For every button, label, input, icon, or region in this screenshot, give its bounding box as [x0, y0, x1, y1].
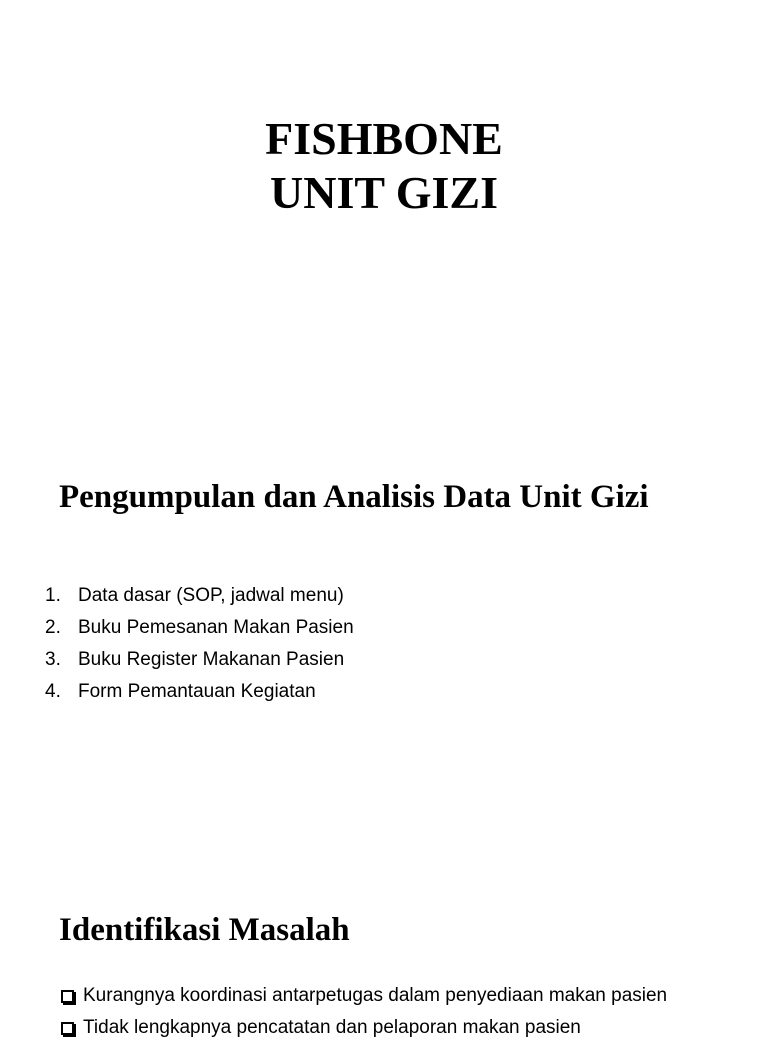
list-item-number: 4.	[45, 681, 61, 702]
title-line-2: UNIT GIZI	[270, 167, 498, 218]
title-line-1: FISHBONE	[265, 113, 503, 164]
checkbox-bullet-icon	[61, 990, 74, 1003]
data-source-list	[45, 580, 354, 708]
list-item-text: Form Pemantauan Kegiatan	[78, 681, 316, 702]
list-item-number: 2.	[45, 617, 61, 638]
list-item-number: 3.	[45, 649, 61, 670]
problem-list	[61, 980, 667, 1044]
list-item	[61, 1012, 667, 1044]
page-title	[0, 112, 768, 220]
list-item	[61, 980, 667, 1012]
list-item-text: Buku Register Makanan Pasien	[78, 649, 345, 670]
list-item	[45, 612, 354, 644]
list-item-text: Data dasar (SOP, jadwal menu)	[78, 585, 344, 606]
checkbox-bullet-icon	[61, 1022, 74, 1035]
list-item	[45, 676, 354, 708]
list-item-text: Buku Pemesanan Makan Pasien	[78, 617, 354, 638]
list-item-number: 1.	[45, 585, 61, 606]
list-item	[45, 644, 354, 676]
section-heading-problem-identification: Identifikasi Masalah	[59, 912, 350, 948]
list-item-text: Tidak lengkapnya pencatatan dan pelaporan makan pasien	[83, 1017, 581, 1038]
list-item	[45, 580, 354, 612]
section-heading-data-collection: Pengumpulan dan Analisis Data Unit Gizi	[59, 479, 649, 515]
list-item-text: Kurangnya koordinasi antarpetugas dalam penyediaan makan pasien	[83, 985, 668, 1006]
